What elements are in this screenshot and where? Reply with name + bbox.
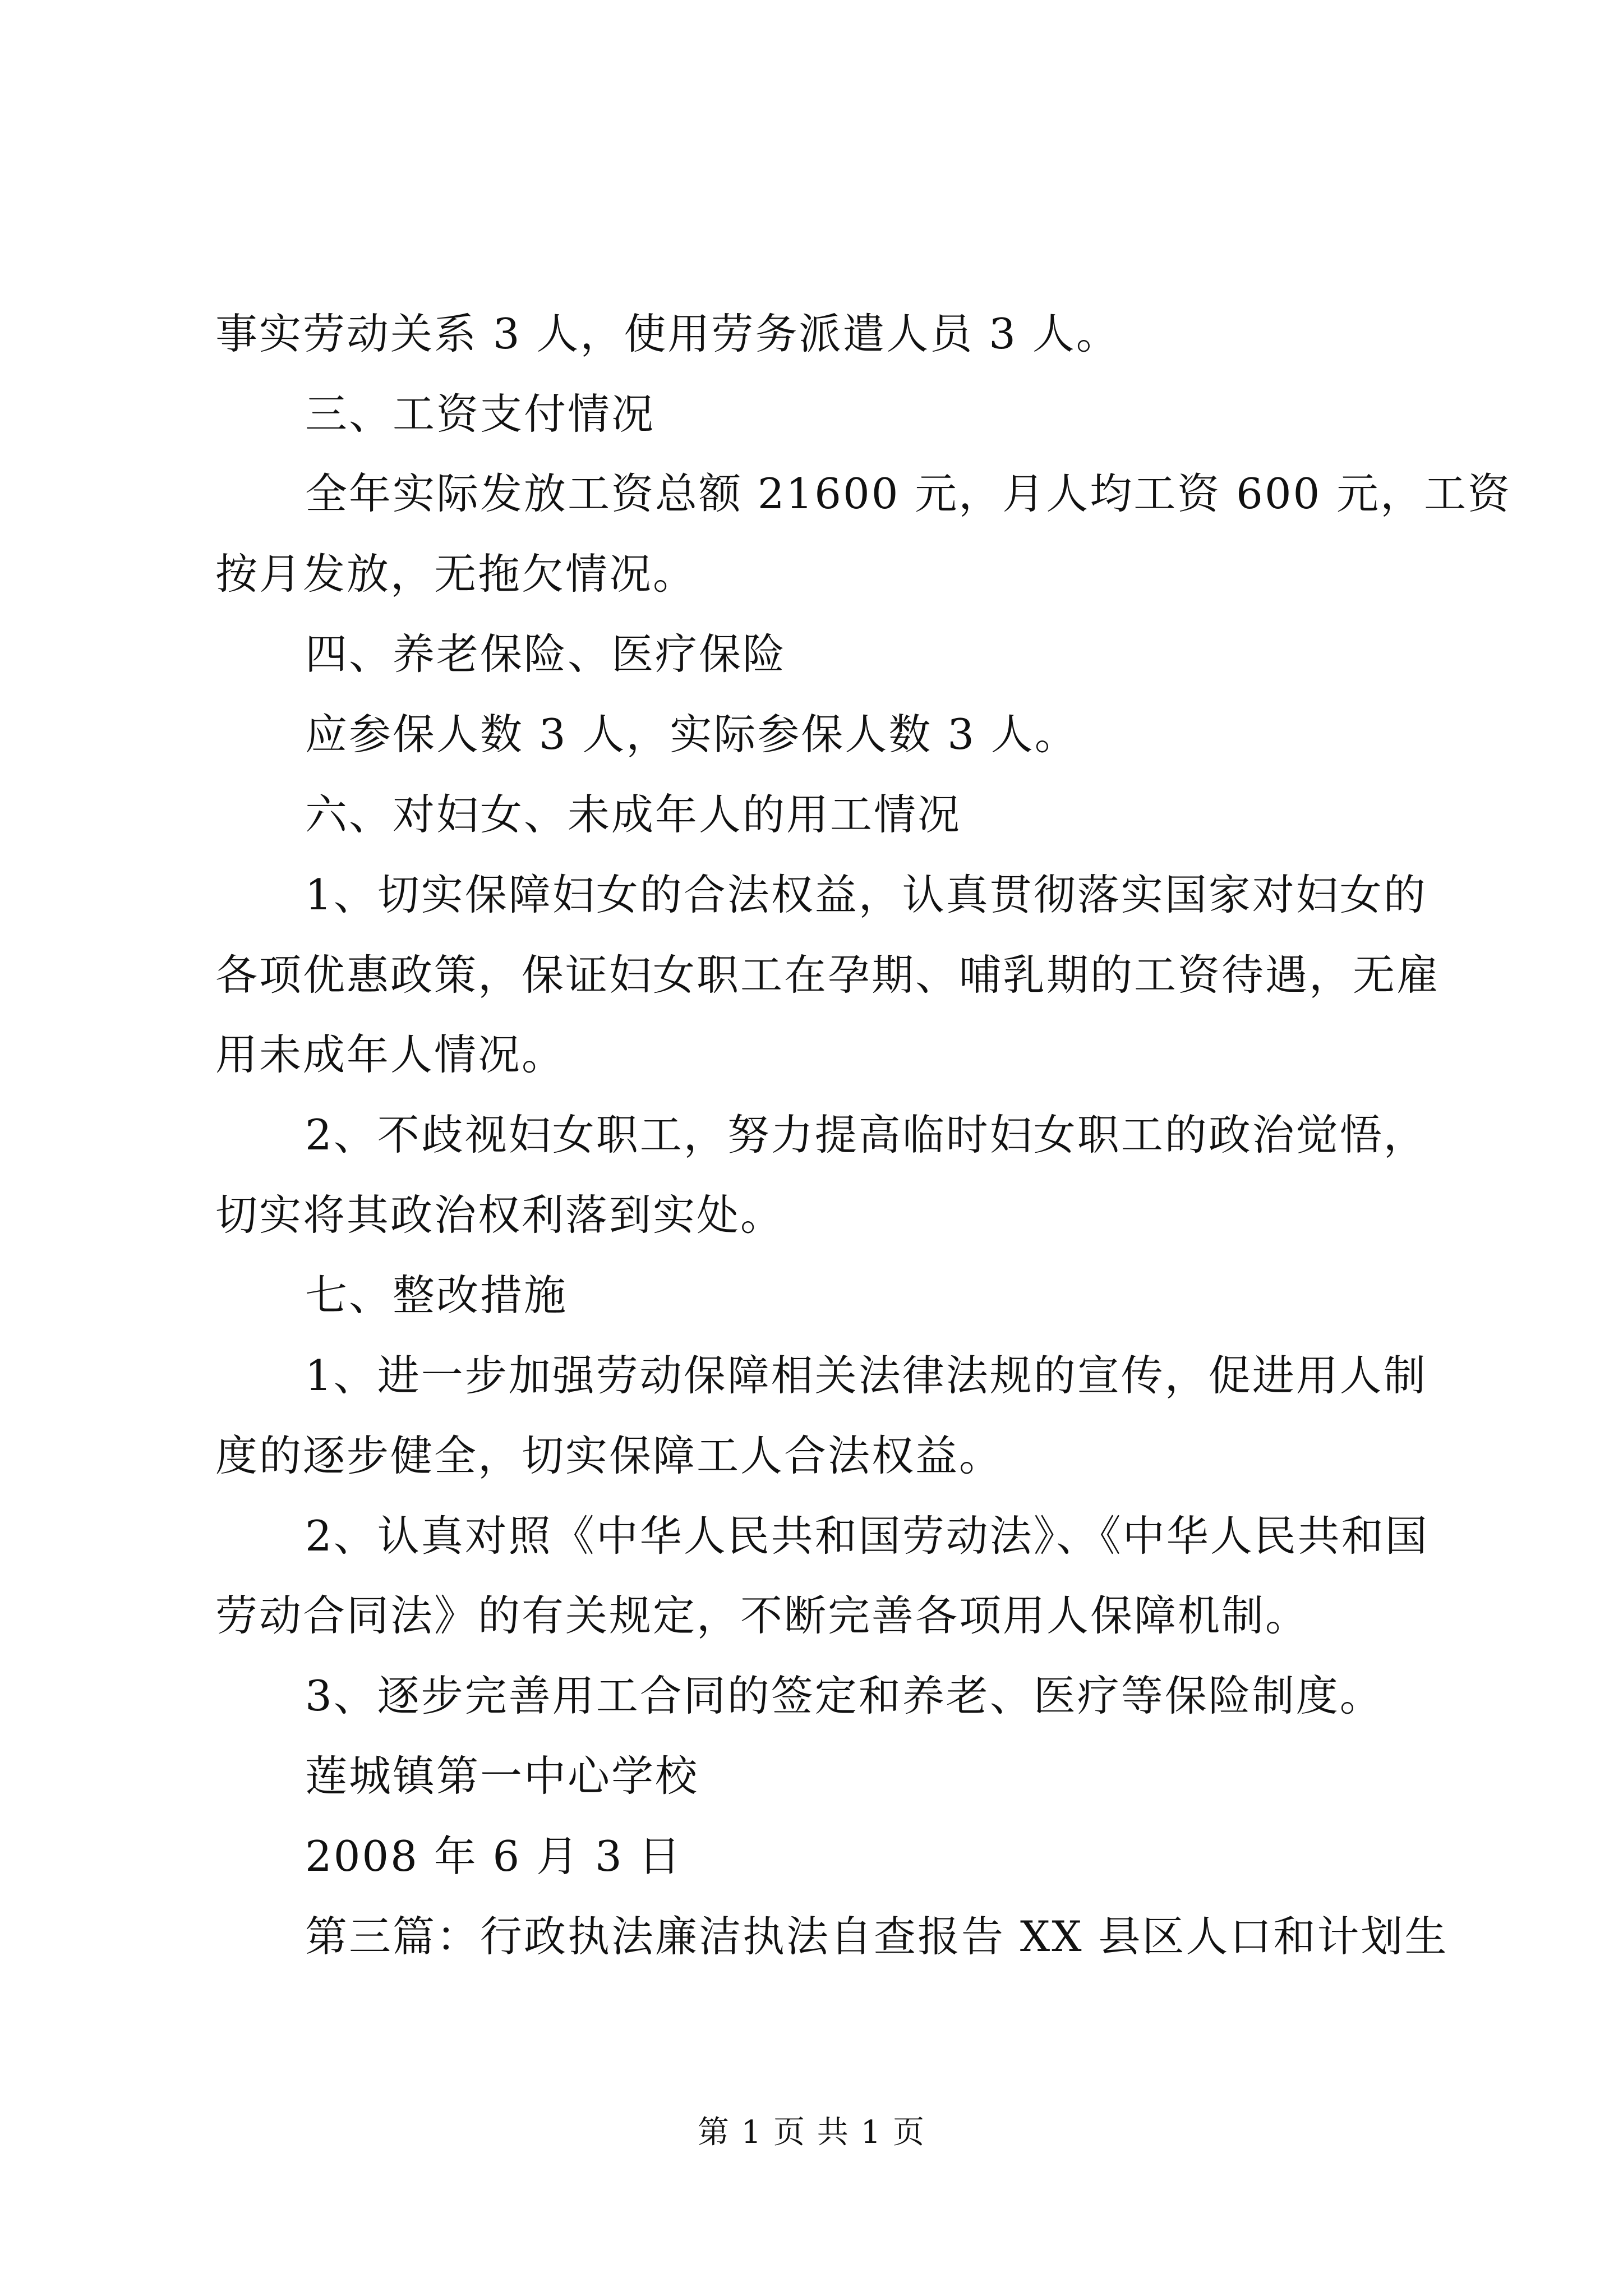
text-line: 各项优惠政策，保证妇女职工在孕期、哺乳期的工资待遇，无雇 xyxy=(215,950,1441,1000)
section-heading-women-minors: 六、对妇女、未成年人的用工情况 xyxy=(305,790,962,839)
text-line: 度的逐步健全，切实保障工人合法权益。 xyxy=(215,1431,1003,1480)
text-line: 2、不歧视妇女职工，努力提高临时妇女职工的政治觉悟， xyxy=(305,1110,1427,1159)
text-line: 3、逐步完善用工合同的签定和养老、医疗等保险制度。 xyxy=(305,1671,1384,1720)
section-heading-wages: 三、工资支付情况 xyxy=(305,389,656,439)
text-line: 切实将其政治权利落到实处。 xyxy=(215,1190,785,1240)
signature-organization: 莲城镇第一中心学校 xyxy=(305,1751,699,1801)
signature-date: 2008 年 6 月 3 日 xyxy=(305,1832,683,1881)
text-line: 劳动合同法》的有关规定，不断完善各项用人保障机制。 xyxy=(215,1591,1310,1640)
text-line: 按月发放，无拖欠情况。 xyxy=(215,549,697,599)
next-section-title: 第三篇：行政执法廉洁执法自查报告 XX 县区人口和计划生 xyxy=(305,1912,1449,1961)
text-line: 用未成年人情况。 xyxy=(215,1030,566,1079)
text-line: 应参保人数 3 人，实际参保人数 3 人。 xyxy=(305,710,1078,759)
text-line: 1、进一步加强劳动保障相关法律法规的宣传，促进用人制 xyxy=(305,1351,1427,1400)
section-heading-rectification: 七、整改措施 xyxy=(305,1271,568,1320)
section-heading-insurance: 四、养老保险、医疗保险 xyxy=(305,629,787,679)
text-line: 2、认真对照《中华人民共和国劳动法》、《中华人民共和国 xyxy=(305,1511,1429,1561)
page-footer: 第 1 页 共 1 页 xyxy=(697,2114,926,2151)
text-line: 事实劳动关系 3 人，使用劳务派遣人员 3 人。 xyxy=(215,309,1120,358)
text-line: 1、切实保障妇女的合法权益，认真贯彻落实国家对妇女的 xyxy=(305,870,1427,919)
text-line: 全年实际发放工资总额 21600 元，月人均工资 600 元，工资 xyxy=(305,469,1512,518)
